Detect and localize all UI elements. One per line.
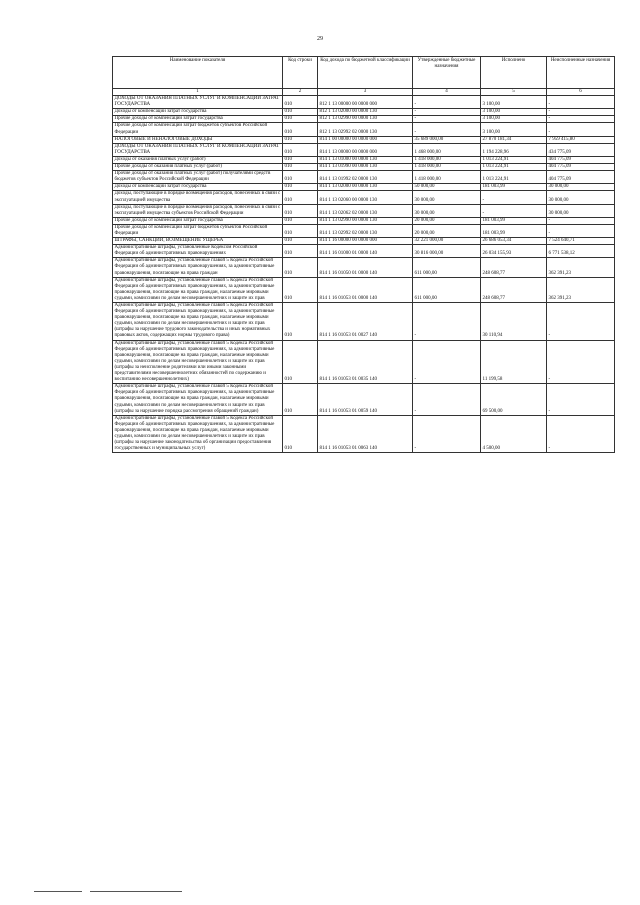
row-executed: 1 194 228,96 — [481, 143, 547, 156]
table-row — [113, 156, 615, 163]
row-kbk: 812 1 13 02990 00 0000 130 — [318, 116, 413, 123]
row-executed: 30 110,94 — [481, 303, 547, 341]
row-executed: 3 100,00 — [481, 109, 547, 116]
row-approved: - — [413, 96, 481, 109]
header-kbk: Код дохода по бюджетной классификации — [318, 57, 413, 89]
row-code: 010 — [283, 109, 318, 116]
row-code: 010 — [283, 224, 318, 237]
row-name: Административные штрафы, установленные главой 5 Кодекса Российской Федерации об административных правонарушениях, за административные правонарушения, посягающие на права граждан, налагаемые мировыми судьями, комиссиями по делам несовершеннолетних и защите их прав (штрафы за нарушение законодательства об организации предоставления государственных и муниципальных услуг) — [113, 415, 283, 453]
row-name: Прочие доходы от компенсации затрат государства — [113, 116, 283, 123]
row-name: НАЛОГОВЫЕ И НЕНАЛОГОВЫЕ ДОХОДЫ — [113, 136, 283, 143]
row-executed: 1 013 224,91 — [481, 164, 547, 171]
row-kbk: 814 1 16 01053 01 0063 140 — [318, 415, 413, 453]
table-row — [113, 164, 615, 171]
row-kbk: 814 1 13 00000 00 0000 000 — [318, 143, 413, 156]
row-name: ШТРАФЫ, САНКЦИИ, ВОЗМЕЩЕНИЕ УЩЕРБА — [113, 238, 283, 245]
row-approved: 32 221 000,00 — [413, 238, 481, 245]
row-executed: 181 003,99 — [481, 184, 547, 191]
row-executed: 26 034 155,93 — [481, 245, 547, 258]
row-executed: 4 500,00 — [481, 415, 547, 453]
column-number: 1 — [113, 89, 283, 96]
row-approved: - — [413, 303, 481, 341]
table-row — [113, 415, 615, 453]
table-row — [113, 116, 615, 123]
row-code: 010 — [283, 164, 318, 171]
row-approved: - — [413, 340, 481, 384]
row-approved: 611 000,00 — [413, 258, 481, 277]
row-unexecuted: 30 000,00 — [547, 191, 615, 204]
table-row — [113, 384, 615, 415]
table-row — [113, 143, 615, 156]
row-kbk: 814 1 13 02990 00 0000 130 — [318, 217, 413, 224]
row-code: 010 — [283, 204, 318, 217]
row-name: ДОХОДЫ ОТ ОКАЗАНИЯ ПЛАТНЫХ УСЛУГ И КОМПЕНСАЦИИ ЗАТРАТ ГОСУДАРСТВА — [113, 143, 283, 156]
table-row — [113, 123, 615, 136]
row-executed: - — [481, 204, 547, 217]
row-unexecuted: - — [547, 224, 615, 237]
row-code: 010 — [283, 156, 318, 163]
row-approved: 30 000,00 — [413, 191, 481, 204]
row-unexecuted: - — [547, 116, 615, 123]
row-unexecuted: - — [547, 384, 615, 415]
row-name: Доходы от компенсации затрат государства — [113, 184, 283, 191]
row-code: 010 — [283, 238, 318, 245]
table-row — [113, 184, 615, 191]
row-approved: 20 000,00 — [413, 217, 481, 224]
row-kbk: 814 1 13 02060 00 0000 130 — [318, 191, 413, 204]
table-row — [113, 136, 615, 143]
column-number: 3 — [318, 89, 413, 96]
row-approved: 1 418 000,00 — [413, 156, 481, 163]
row-executed: 3 100,00 — [481, 116, 547, 123]
table-row — [113, 109, 615, 116]
row-code: 010 — [283, 96, 318, 109]
row-kbk: 814 1 16 01053 01 0000 140 — [318, 277, 413, 302]
row-code: 010 — [283, 143, 318, 156]
table-row — [113, 96, 615, 109]
table-row — [113, 171, 615, 184]
row-executed: 181 003,99 — [481, 217, 547, 224]
row-name: Административные штрафы, установленные главой 5 Кодекса Российской Федерации об административных правонарушениях, за административные правонарушения, посягающие на права граждан, налагаемые мировыми судьями, комиссиями по делам несовершеннолетних и защите их прав (штрафы за нарушение трудового законодательства и иных нормативных правовых актов, содержащих нормы трудового права) — [113, 303, 283, 341]
row-kbk: 814 1 13 02992 02 0000 130 — [318, 224, 413, 237]
row-code: 010 — [283, 303, 318, 341]
row-kbk: 814 1 13 02062 02 0000 130 — [318, 204, 413, 217]
row-executed: 69 500,00 — [481, 384, 547, 415]
row-code: 010 — [283, 191, 318, 204]
row-kbk: 812 1 13 00000 00 0000 000 — [318, 96, 413, 109]
row-approved: 30 000,00 — [413, 204, 481, 217]
row-approved: - — [413, 384, 481, 415]
row-code: 010 — [283, 184, 318, 191]
row-approved: 30 816 000,00 — [413, 245, 481, 258]
row-unexecuted: 7 524 640,71 — [547, 238, 615, 245]
row-name: Доходы, поступающие в порядке возмещения расходов, понесенных в связи с эксплуатацией имущества — [113, 191, 283, 204]
row-unexecuted: 404 775,09 — [547, 171, 615, 184]
row-code: 010 — [283, 258, 318, 277]
header-row — [113, 57, 615, 89]
row-executed: 248 608,77 — [481, 258, 547, 277]
row-executed: 3 100,00 — [481, 96, 547, 109]
table-row — [113, 204, 615, 217]
row-unexecuted: - — [547, 123, 615, 136]
row-name: Прочие доходы от компенсации затрат бюджетов субъектов Российской Федерации — [113, 123, 283, 136]
row-approved: 1 418 000,00 — [413, 164, 481, 171]
row-name: ДОХОДЫ ОТ ОКАЗАНИЯ ПЛАТНЫХ УСЛУГ И КОМПЕНСАЦИИ ЗАТРАТ ГОСУДАРСТВА — [113, 96, 283, 109]
row-kbk: 814 1 16 01053 01 0027 140 — [318, 303, 413, 341]
column-number: 4 — [413, 89, 481, 96]
row-name: Прочие доходы от оказания платных услуг (работ) получателями средств бюджетов субъектов Российской Федерации — [113, 171, 283, 184]
row-executed: 26 686 053,34 — [481, 238, 547, 245]
row-approved: - — [413, 109, 481, 116]
row-approved: - — [413, 123, 481, 136]
row-name: Административные штрафы, установленные Кодексом Российской Федерации об административных правонарушениях — [113, 245, 283, 258]
row-executed: 3 100,00 — [481, 123, 547, 136]
row-code: 010 — [283, 136, 318, 143]
row-code: 010 — [283, 277, 318, 302]
row-code: 010 — [283, 123, 318, 136]
table-row — [113, 340, 615, 384]
row-executed: 27 870 181,34 — [481, 136, 547, 143]
row-code: 010 — [283, 245, 318, 258]
row-code: 010 — [283, 116, 318, 123]
table-row — [113, 217, 615, 224]
row-name: Доходы от компенсации затрат государства — [113, 109, 283, 116]
table-row — [113, 258, 615, 277]
row-code: 010 — [283, 384, 318, 415]
table-row — [113, 238, 615, 245]
row-executed: 248 608,77 — [481, 277, 547, 302]
row-approved: 50 000,00 — [413, 184, 481, 191]
row-code: 010 — [283, 217, 318, 224]
row-approved: 1 418 000,00 — [413, 171, 481, 184]
row-name: Прочие доходы от компенсации затрат государства — [113, 217, 283, 224]
row-code: 010 — [283, 171, 318, 184]
row-name: Административные штрафы, установленные главой 5 Кодекса Российской Федерации об административных правонарушениях, за административные правонарушения, посягающие на права граждан, налагаемые мировыми судьями, комиссиями по делам несовершеннолетних и защите их прав — [113, 277, 283, 302]
row-unexecuted: 404 775,09 — [547, 164, 615, 171]
row-kbk: 814 1 16 01000 01 0000 140 — [318, 245, 413, 258]
row-kbk: 814 1 16 01050 01 0000 140 — [318, 258, 413, 277]
row-approved: 1 468 000,00 — [413, 143, 481, 156]
row-kbk: 814 1 13 01990 00 0000 130 — [318, 164, 413, 171]
row-unexecuted: 6 771 538,12 — [547, 245, 615, 258]
header-unexecuted: Неисполненные назначения — [547, 57, 615, 89]
table-row — [113, 224, 615, 237]
row-kbk: 812 1 13 02992 02 0000 130 — [318, 123, 413, 136]
row-kbk: 814 1 13 01992 02 0000 130 — [318, 171, 413, 184]
row-name: Прочие доходы от компенсации затрат бюджетов субъектов Российской Федерации — [113, 224, 283, 237]
row-name: Административные штрафы, установленные главой 5 Кодекса Российской Федерации об административных правонарушениях, за административные правонарушения, посягающие на права граждан — [113, 258, 283, 277]
row-unexecuted: - — [547, 303, 615, 341]
row-kbk: 814 1 00 00000 00 0000 000 — [318, 136, 413, 143]
header-approved: Утвержденные бюджетные назначения — [413, 57, 481, 89]
row-unexecuted: 30 000,00 — [547, 204, 615, 217]
row-executed: 1 013 224,91 — [481, 156, 547, 163]
row-unexecuted: 362 391,23 — [547, 277, 615, 302]
row-approved: 20 000,00 — [413, 224, 481, 237]
column-number: 2 — [283, 89, 318, 96]
row-kbk: 814 1 13 01000 00 0000 130 — [318, 156, 413, 163]
row-kbk: 814 1 16 00000 00 0000 000 — [318, 238, 413, 245]
table-row — [113, 303, 615, 341]
row-name: Прочие доходы от оказания платных услуг (работ) — [113, 164, 283, 171]
row-executed: - — [481, 191, 547, 204]
header-code: Код строки — [283, 57, 318, 89]
row-name: Доходы, поступающие в порядке возмещения расходов, понесенных в связи с эксплуатацией имущества субъектов Российской Федерации — [113, 204, 283, 217]
row-name: Административные штрафы, установленные главой 5 Кодекса Российской Федерации об административных правонарушениях, за административные правонарушения, посягающие на права граждан, налагаемые мировыми судьями, комиссиями по делам несовершеннолетних и защите их прав (штрафы за нарушение порядка рассмотрения обращений граждан) — [113, 384, 283, 415]
row-approved: 35 689 000,00 — [413, 136, 481, 143]
footer-rule — [90, 891, 182, 892]
row-kbk: 812 1 13 02000 00 0000 130 — [318, 109, 413, 116]
table-row — [113, 245, 615, 258]
row-kbk: 814 1 13 02000 00 0000 130 — [318, 184, 413, 191]
row-code: 010 — [283, 340, 318, 384]
row-unexecuted: 7 959 415,80 — [547, 136, 615, 143]
revenue-table — [112, 56, 615, 453]
footer-rule — [34, 891, 82, 892]
row-unexecuted: 362 391,23 — [547, 258, 615, 277]
row-executed: 1 013 224,91 — [481, 171, 547, 184]
header-name: Наименование показателя — [113, 57, 283, 89]
column-number: 6 — [547, 89, 615, 96]
header-executed: Исполнено — [481, 57, 547, 89]
row-unexecuted: - — [547, 109, 615, 116]
row-kbk: 814 1 16 01053 01 0035 140 — [318, 340, 413, 384]
row-approved: - — [413, 116, 481, 123]
row-unexecuted: - — [547, 415, 615, 453]
row-unexecuted: - — [547, 217, 615, 224]
row-approved: - — [413, 415, 481, 453]
row-name: Доходы от оказания платных услуг (работ) — [113, 156, 283, 163]
column-number: 5 — [481, 89, 547, 96]
column-number-row — [113, 89, 615, 96]
page-number: 29 — [317, 36, 323, 42]
row-unexecuted: 434 775,09 — [547, 143, 615, 156]
table-row — [113, 277, 615, 302]
row-executed: 181 003,99 — [481, 224, 547, 237]
row-unexecuted: - — [547, 96, 615, 109]
row-unexecuted: - — [547, 340, 615, 384]
row-code: 010 — [283, 415, 318, 453]
row-approved: 611 000,00 — [413, 277, 481, 302]
row-unexecuted: 30 000,00 — [547, 184, 615, 191]
row-name: Административные штрафы, установленные главой 5 Кодекса Российской Федерации об административных правонарушениях, за административные правонарушения, посягающие на права граждан, налагаемые мировыми судьями, комиссиями по делам несовершеннолетних и защите их прав (штрафы за неисполнение родителями или иными законными представителями несовершеннолетних обязанностей по содержанию и воспитанию несовершеннолетних) — [113, 340, 283, 384]
row-unexecuted: 404 775,09 — [547, 156, 615, 163]
row-executed: 11 199,58 — [481, 340, 547, 384]
table-row — [113, 191, 615, 204]
row-kbk: 814 1 16 01053 01 0059 140 — [318, 384, 413, 415]
